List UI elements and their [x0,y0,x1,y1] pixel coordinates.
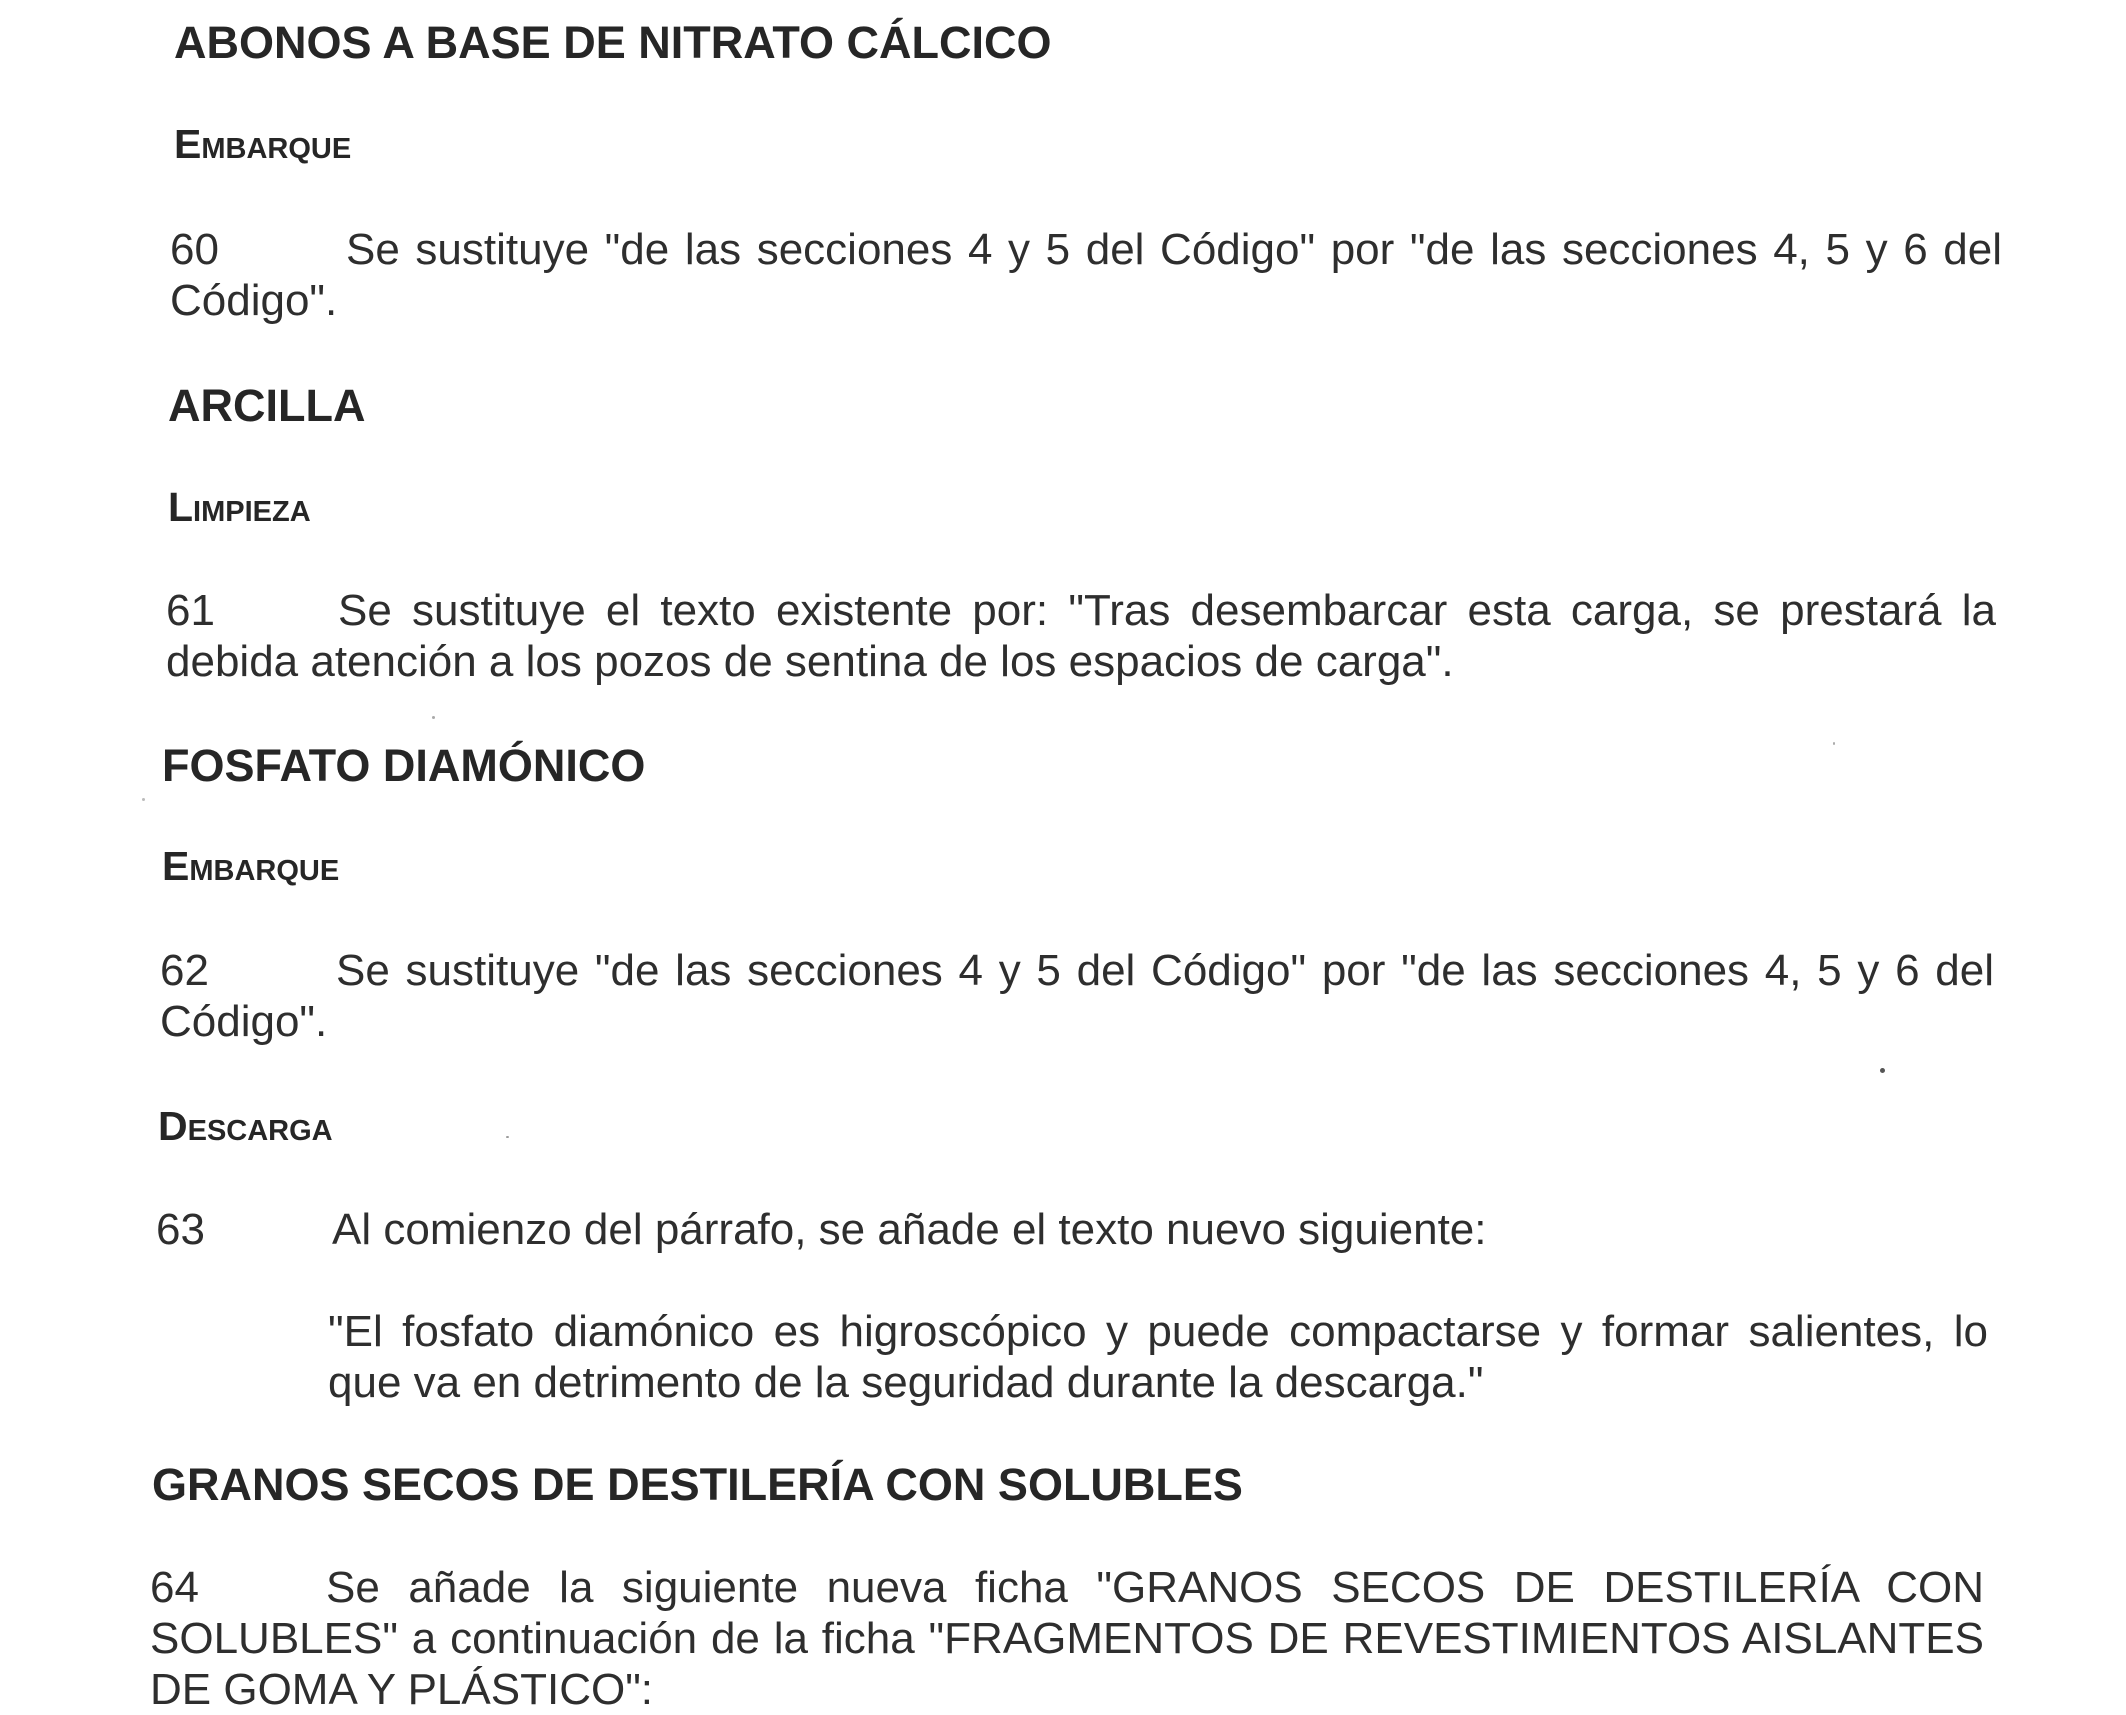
scan-speck [142,798,145,801]
paragraph-63 [156,1204,1487,1255]
paragraph-number: 63 [156,1205,205,1254]
section-heading-fosfato-diamonico: FOSFATO DIAMÓNICO [162,740,646,791]
paragraph-number: 60 [170,225,219,274]
section-heading-arcilla: ARCILLA [168,380,366,431]
subheading-limpieza: Limpieza [168,484,311,530]
paragraph-text: Se sustituye el texto existente por: "Tras desembarcar esta carga, se prestará la debida atención a los pozos de sentina de los espacios de carga". [166,586,1996,686]
paragraph-number: 61 [166,586,215,635]
section-heading-granos-secos: GRANOS SECOS DE DESTILERÍA CON SOLUBLES [152,1459,1243,1510]
scan-speck [432,716,435,719]
paragraph-60 [170,224,2002,326]
paragraph-number: 62 [160,946,209,995]
paragraph-text: Al comienzo del párrafo, se añade el texto nuevo siguiente: [332,1205,1487,1254]
paragraph-number: 64 [150,1563,199,1612]
paragraph-61 [166,585,1996,687]
paragraph-text: Se sustituye "de las secciones 4 y 5 del Código" por "de las secciones 4, 5 y 6 del Código". [170,225,2002,325]
section-heading-abonos: ABONOS A BASE DE NITRATO CÁLCICO [174,17,1052,68]
subheading-embarque-1: Embarque [174,121,352,167]
scan-speck [1880,1068,1885,1073]
paragraph-text: Se añade la siguiente nueva ficha "GRANOS SECOS DE DESTILERÍA CON SOLUBLES" a continuación de la ficha "FRAGMENTOS DE REVESTIMIENTOS AISLANTES DE GOMA Y PLÁSTICO": [150,1563,1984,1714]
subheading-embarque-2: Embarque [162,843,340,889]
subheading-descarga: Descarga [158,1103,333,1149]
scan-speck [506,1136,509,1138]
paragraph-text: Se sustituye "de las secciones 4 y 5 del Código" por "de las secciones 4, 5 y 6 del Código". [160,946,1994,1046]
paragraph-64 [150,1562,1984,1715]
quoted-text: "El fosfato diamónico es higroscópico y puede compactarse y formar salientes, lo que va en detrimento de la seguridad durante la descarga." [328,1307,1988,1407]
paragraph-62 [160,945,1994,1047]
scan-speck [1833,742,1835,745]
